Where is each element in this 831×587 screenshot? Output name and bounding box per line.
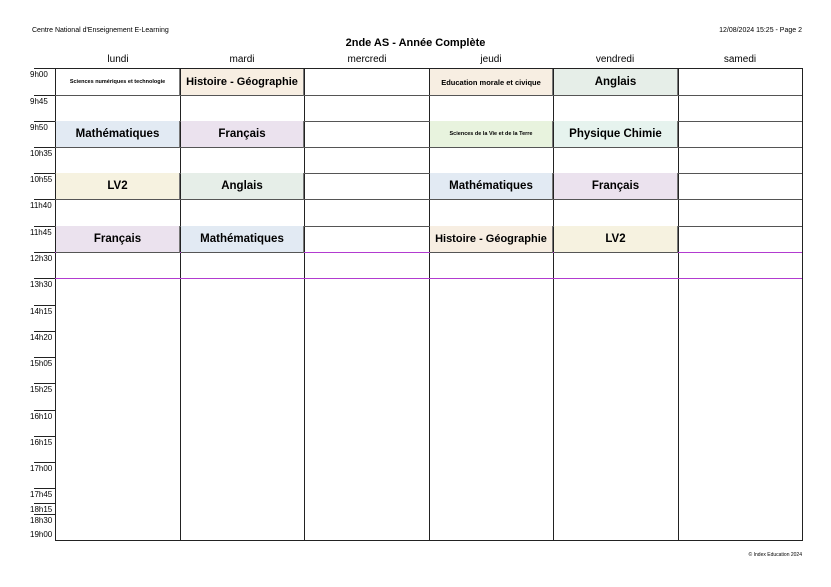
time-tick	[34, 488, 55, 489]
course-block-jeudi-1055[interactable]: Mathématiques	[430, 173, 553, 200]
time-label: 17h00	[30, 464, 53, 473]
print-timestamp: 12/08/2024 15:25 - Page 2	[719, 27, 802, 34]
time-tick	[34, 503, 55, 504]
time-tick	[34, 514, 55, 515]
time-label: 16h15	[30, 438, 53, 447]
time-label: 10h35	[30, 149, 53, 158]
course-block-lundi-1145[interactable]: Français	[56, 226, 180, 253]
time-tick	[34, 147, 55, 148]
time-label: 14h15	[30, 307, 53, 316]
course-block-lundi-1055[interactable]: LV2	[56, 173, 180, 200]
time-label: 9h50	[30, 123, 48, 132]
course-block-vendredi-0900[interactable]: Anglais	[554, 69, 678, 96]
day-header-lundi: lundi	[107, 54, 129, 65]
lunch-break-end-line	[55, 278, 802, 279]
course-block-vendredi-0950[interactable]: Physique Chimie	[554, 121, 678, 148]
column-divider	[802, 68, 803, 541]
time-label: 12h30	[30, 254, 53, 263]
course-block-jeudi-0950[interactable]: Sciences de la Vie et de la Terre	[430, 121, 553, 148]
column-divider	[678, 68, 679, 541]
time-label: 18h15	[30, 505, 53, 514]
time-label: 9h45	[30, 97, 48, 106]
time-tick	[34, 121, 55, 122]
time-label: 10h55	[30, 175, 53, 184]
page-title: 2nde AS - Année Complète	[345, 37, 486, 49]
time-label: 19h00	[30, 530, 53, 539]
time-label: 18h30	[30, 516, 53, 525]
time-tick	[34, 173, 55, 174]
time-label: 11h45	[30, 228, 52, 237]
time-label: 13h30	[30, 280, 53, 289]
course-block-mardi-1145[interactable]: Mathématiques	[181, 226, 304, 253]
day-header-vendredi: vendredi	[595, 54, 635, 65]
time-tick	[34, 462, 55, 463]
time-tick	[34, 357, 55, 358]
time-tick	[34, 278, 55, 279]
time-tick	[34, 436, 55, 437]
time-label: 15h05	[30, 359, 53, 368]
footer-copyright: © Index Education 2024	[748, 552, 802, 558]
time-label: 14h20	[30, 333, 53, 342]
course-block-jeudi-0900[interactable]: Education morale et civique	[430, 69, 553, 96]
time-label: 16h10	[30, 412, 53, 421]
course-block-vendredi-1145[interactable]: LV2	[554, 226, 678, 253]
time-label: 15h25	[30, 385, 53, 394]
time-label: 9h00	[30, 70, 48, 79]
course-block-mardi-0950[interactable]: Français	[181, 121, 304, 148]
time-tick	[34, 331, 55, 332]
school-name: Centre National d'Enseignement E-Learning	[32, 27, 169, 34]
column-divider	[304, 68, 305, 541]
course-block-vendredi-1055[interactable]: Français	[554, 173, 678, 200]
time-label: 17h45	[30, 490, 53, 499]
course-block-jeudi-1145[interactable]: Histoire - Géographie	[430, 226, 553, 253]
time-label: 11h40	[30, 201, 52, 210]
time-tick	[34, 199, 55, 200]
time-tick	[34, 383, 55, 384]
day-header-mardi: mardi	[229, 54, 255, 65]
day-header-mercredi: mercredi	[347, 54, 387, 65]
course-block-mardi-1055[interactable]: Anglais	[181, 173, 304, 200]
course-block-lundi-0950[interactable]: Mathématiques	[56, 121, 180, 148]
time-tick	[34, 410, 55, 411]
time-tick	[34, 252, 55, 253]
course-block-mardi-0900[interactable]: Histoire - Géographie	[181, 69, 304, 96]
time-tick	[34, 95, 55, 96]
day-header-jeudi: jeudi	[480, 54, 502, 65]
time-tick	[34, 68, 55, 69]
time-tick	[34, 305, 55, 306]
course-block-lundi-0900[interactable]: Sciences numériques et technologie	[56, 69, 180, 96]
time-tick	[34, 226, 55, 227]
day-header-samedi: samedi	[723, 54, 757, 65]
